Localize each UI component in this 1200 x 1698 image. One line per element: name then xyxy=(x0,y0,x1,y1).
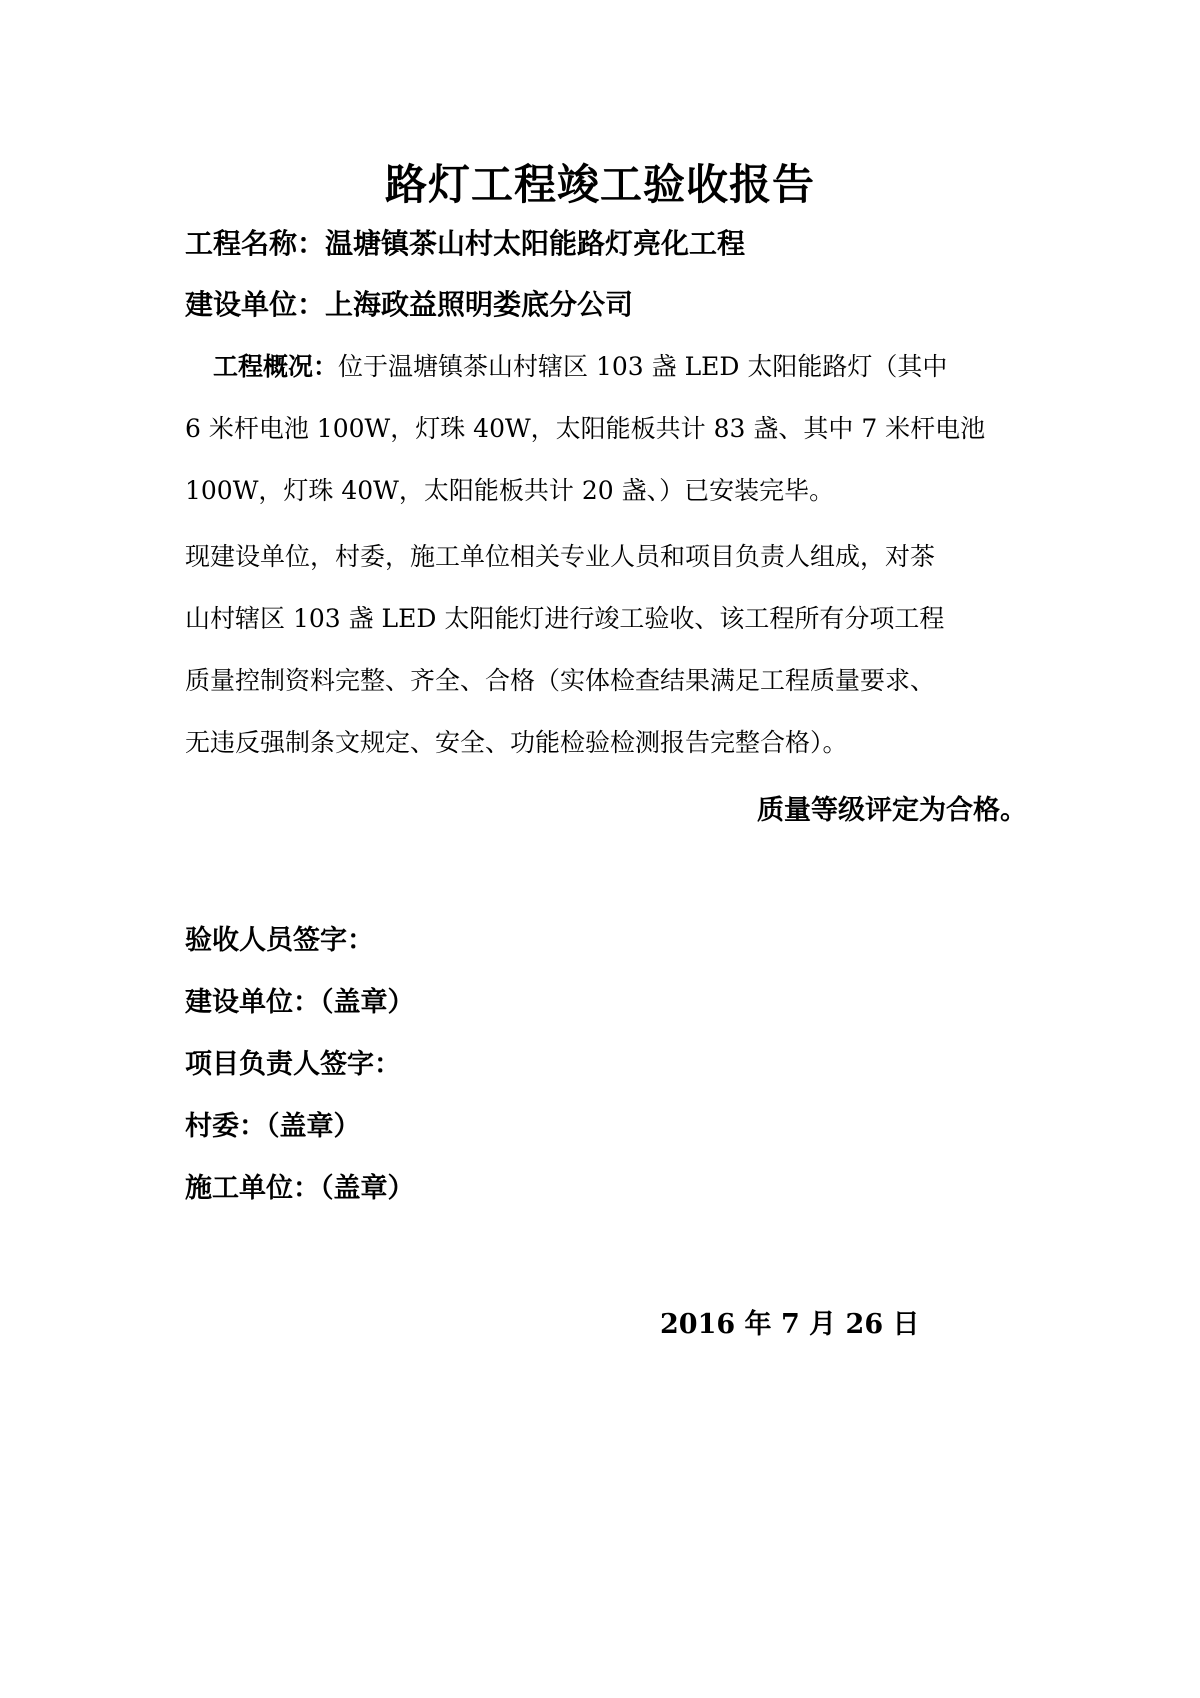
builder-seal: 建设单位：（盖章） xyxy=(185,987,415,1018)
acceptance-line-3: 质量控制资料完整、齐全、合格（实体检查结果满足工程质量要求、 xyxy=(185,666,936,695)
overview-line-2: 6 米杆电池 100W，灯珠 40W，太阳能板共计 83 盏、其中 7 米杆电池 xyxy=(185,414,986,443)
overview-line-1 xyxy=(185,336,1027,398)
inspector-signature: 验收人员签字： xyxy=(185,925,374,956)
acceptance-line-4: 无违反强制条文规定、安全、功能检验检测报告完整合格）。 xyxy=(185,728,848,757)
overview-label: 工程概况： xyxy=(213,352,339,381)
acceptance-line-2: 山村辖区 103 盏 LED 太阳能灯进行竣工验收、该工程所有分项工程 xyxy=(185,604,945,633)
overview-line-3: 100W，灯珠 40W，太阳能板共计 20 盏、）已安装完毕。 xyxy=(185,476,835,505)
project-lead-signature: 项目负责人签字： xyxy=(185,1049,401,1080)
project-overview xyxy=(185,336,1027,522)
contractor-seal: 施工单位：（盖章） xyxy=(185,1173,415,1204)
acceptance-paragraph xyxy=(185,526,1027,774)
document-title: 路灯工程竣工验收报告 xyxy=(384,160,815,209)
village-seal: 村委：（盖章） xyxy=(185,1111,361,1142)
project-name: 工程名称：温塘镇茶山村太阳能路灯亮化工程 xyxy=(185,227,746,260)
report-date: 2016 年 7 月 26 日 xyxy=(660,1309,920,1340)
quality-grade: 质量等级评定为合格。 xyxy=(757,795,1027,826)
overview-text-1: 位于温塘镇茶山村辖区 103 盏 LED 太阳能路灯（其中 xyxy=(338,352,948,381)
acceptance-line-1: 现建设单位，村委，施工单位相关专业人员和项目负责人组成，对茶 xyxy=(185,542,936,571)
builder-unit: 建设单位：上海政益照明娄底分公司 xyxy=(185,288,634,321)
